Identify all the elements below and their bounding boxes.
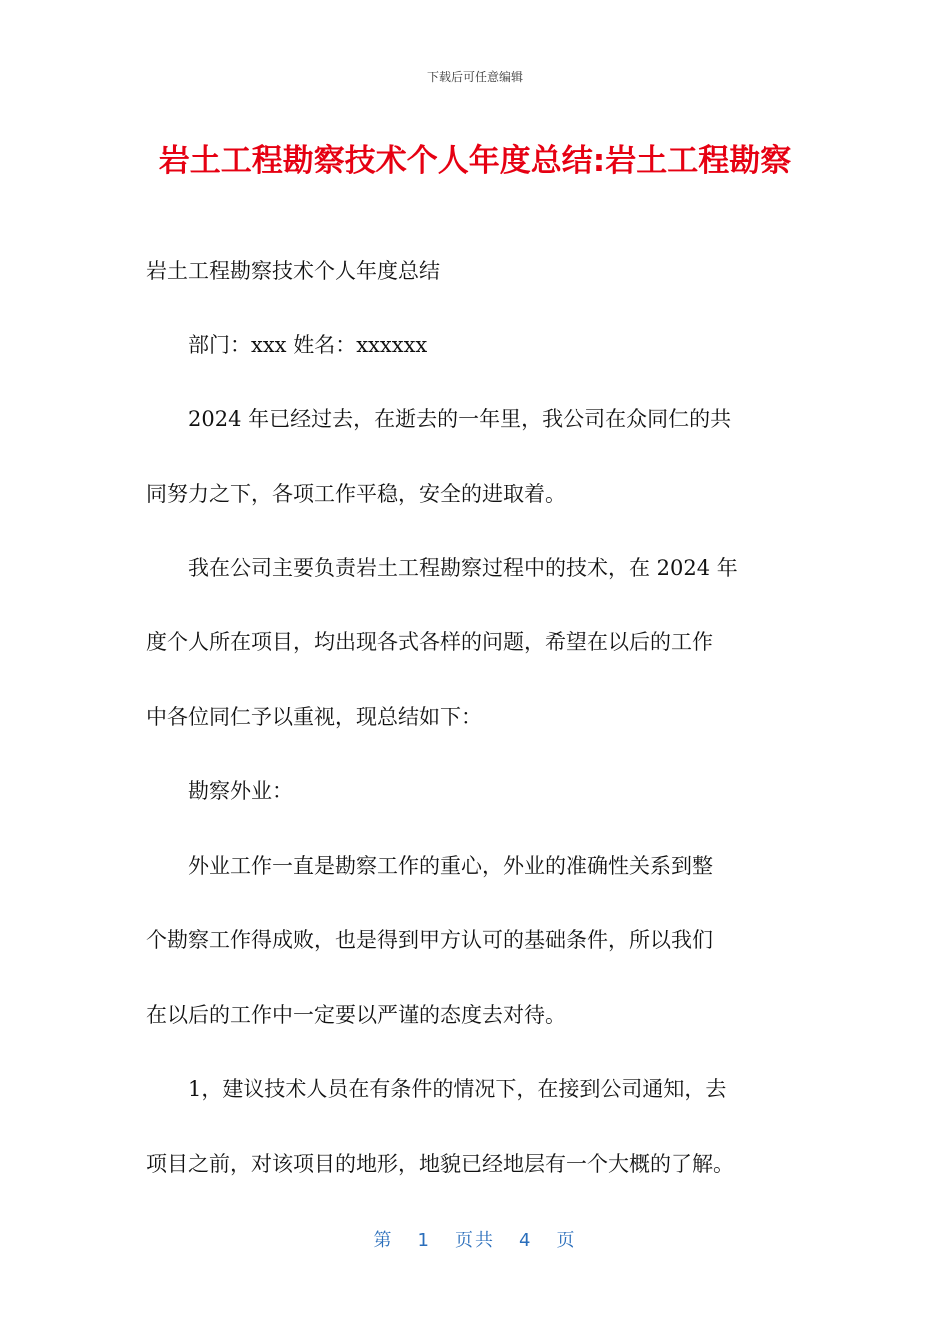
document-title: 岩土工程勘察技术个人年度总结:岩土工程勘察	[158, 143, 792, 179]
page-suffix: 页	[556, 1230, 577, 1251]
page-number: 1	[417, 1230, 431, 1251]
page-total: 4	[519, 1230, 533, 1251]
paragraph-line: 岩土工程勘察技术个人年度总结	[146, 259, 440, 283]
paragraph-line: 中各位同仁予以重视，现总结如下：	[146, 705, 482, 729]
paragraph-line: 部门：xxx 姓名：xxxxxx	[146, 333, 428, 357]
section-heading: 勘察外业：	[146, 779, 293, 803]
paragraph-line: 我在公司主要负责岩土工程勘察过程中的技术，在 2024 年	[146, 556, 738, 580]
paragraph-line: 2024 年已经过去，在逝去的一年里，我公司在众同仁的共	[146, 407, 732, 431]
page-footer	[0, 1226, 950, 1252]
page-prefix: 第	[373, 1230, 394, 1251]
header-note: 下载后可任意编辑	[426, 70, 523, 84]
paragraph-line: 外业工作一直是勘察工作的重心，外业的准确性关系到整	[146, 854, 713, 878]
paragraph-line: 1，建议技术人员在有条件的情况下，在接到公司通知，去	[146, 1077, 727, 1101]
paragraph-line: 个勘察工作得成败，也是得到甲方认可的基础条件，所以我们	[146, 928, 713, 952]
paragraph-line: 项目之前，对该项目的地形，地貌已经地层有一个大概的了解。	[146, 1152, 734, 1176]
paragraph-line: 在以后的工作中一定要以严谨的态度去对待。	[146, 1003, 566, 1027]
page-mid: 页共	[455, 1230, 495, 1251]
paragraph-line: 同努力之下，各项工作平稳，安全的进取着。	[146, 482, 566, 506]
paragraph-line: 度个人所在项目，均出现各式各样的问题，希望在以后的工作	[146, 630, 713, 654]
